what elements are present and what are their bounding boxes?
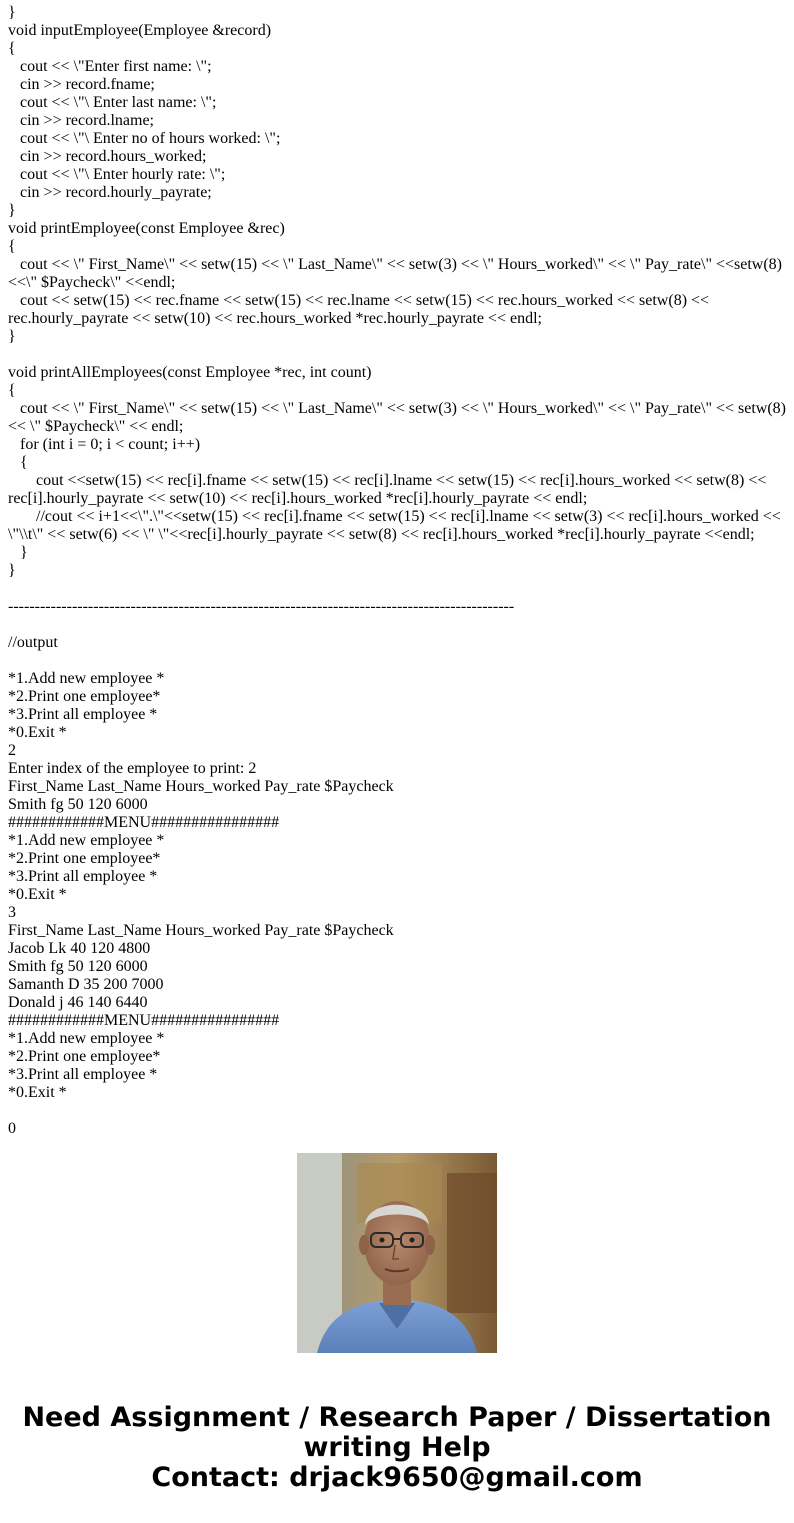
- output-line: First_Name Last_Name Hours_worked Pay_rate $Paycheck: [8, 778, 394, 795]
- code-line: void inputEmployee(Employee &record): [8, 22, 272, 39]
- code-line: cin >> record.fname;: [8, 76, 155, 93]
- code-line: [8, 616, 794, 634]
- output-line: *0.Exit *: [8, 724, 67, 741]
- output-line: Enter index of the employee to print: 2: [8, 760, 257, 777]
- output-line: 2: [8, 742, 16, 759]
- code-line: cin >> record.hourly_payrate;: [8, 184, 212, 201]
- output-line: [8, 1102, 794, 1120]
- promo-headline: Need Assignment / Research Paper / Dissertation writing Help: [22, 1402, 772, 1463]
- code-line: }: [8, 4, 16, 21]
- output-line: *3.Print all employee *: [8, 868, 158, 885]
- output-line: *1.Add new employee *: [8, 1030, 165, 1047]
- code-line: void printAllEmployees(const Employee *rec, int count): [8, 364, 372, 381]
- code-line: }: [8, 544, 28, 561]
- code-line: cout << \"\ Enter hourly rate: \";: [8, 166, 226, 183]
- code-line: //cout << i+1<<\".\"<<setw(15) << rec[i].fname << setw(15) << rec[i].lname << setw(3) << rec[i].hours_worked << \"\\t\" << setw(6) << \" \"<<rec[i].hourly_payrate << setw(8) << rec[i].hours_worked *rec[i].hourly_payrate <<endl;: [8, 508, 785, 543]
- output-line: 0: [8, 1120, 16, 1137]
- output-line: *2.Print one employee*: [8, 1048, 161, 1065]
- code-line: cin >> record.hours_worked;: [8, 148, 207, 165]
- code-line: [8, 346, 794, 364]
- output-line: ############MENU################: [8, 1012, 280, 1029]
- code-line: cout << \" First_Name\" << setw(15) << \" Last_Name\" << setw(3) << \" Hours_worked\" << \" Pay_rate\" <<setw(8) <<\" $Paycheck\" <<endl;: [8, 256, 787, 291]
- output-line: ############MENU################: [8, 814, 280, 831]
- code-line: cout << setw(15) << rec.fname << setw(15) << rec.lname << setw(15) << rec.hours_worked << setw(8) << rec.hourly_payrate << setw(10) << rec.hours_worked *rec.hourly_payrate << endl;: [8, 292, 714, 327]
- author-avatar: [297, 1153, 497, 1353]
- output-line: First_Name Last_Name Hours_worked Pay_rate $Paycheck: [8, 922, 394, 939]
- output-line: *1.Add new employee *: [8, 670, 165, 687]
- code-line: }: [8, 328, 16, 345]
- code-line: cout << \"Enter first name: \";: [8, 58, 212, 75]
- output-line: Smith fg 50 120 6000: [8, 796, 148, 813]
- code-line: [8, 652, 794, 670]
- portrait-image: [297, 1153, 497, 1353]
- output-line: *0.Exit *: [8, 1084, 67, 1101]
- code-line: }: [8, 202, 16, 219]
- code-listing: [8, 4, 794, 1137]
- separator-line: -----------------------------------------------------------------------------------------------: [8, 598, 515, 615]
- output-line: *2.Print one employee*: [8, 688, 161, 705]
- code-line: cout << \"\ Enter no of hours worked: \";: [8, 130, 281, 147]
- code-line: for (int i = 0; i < count; i++): [8, 436, 201, 453]
- output-line: Jacob Lk 40 120 4800: [8, 940, 151, 957]
- code-line: {: [8, 382, 16, 399]
- output-line: Smith fg 50 120 6000: [8, 958, 148, 975]
- code-line: void printEmployee(const Employee &rec): [8, 220, 285, 237]
- code-line: cin >> record.lname;: [8, 112, 154, 129]
- output-line: 3: [8, 904, 16, 921]
- output-line: Donald j 46 140 6440: [8, 994, 148, 1011]
- promo-contact: Contact: drjack9650@gmail.com: [151, 1462, 643, 1493]
- code-line: {: [8, 454, 28, 471]
- code-line: {: [8, 238, 16, 255]
- promo-banner: [0, 1403, 794, 1493]
- code-line: cout <<setw(15) << rec[i].fname << setw(15) << rec[i].lname << setw(15) << rec[i].hours_worked << setw(8) << rec[i].hourly_payrate << setw(10) << rec[i].hours_worked *rec[i].hourly_payrate << endl;: [8, 472, 771, 507]
- code-line: cout << \" First_Name\" << setw(15) << \" Last_Name\" << setw(3) << \" Hours_worked\" << \" Pay_rate\" << setw(8) << \" $Paycheck\" << endl;: [8, 400, 791, 435]
- output-line: *2.Print one employee*: [8, 850, 161, 867]
- output-line: Samanth D 35 200 7000: [8, 976, 164, 993]
- output-line: *0.Exit *: [8, 886, 67, 903]
- output-line: *3.Print all employee *: [8, 706, 158, 723]
- output-line: *3.Print all employee *: [8, 1066, 158, 1083]
- code-line: }: [8, 562, 16, 579]
- output-heading: //output: [8, 634, 58, 651]
- code-line: [8, 580, 794, 598]
- output-line: *1.Add new employee *: [8, 832, 165, 849]
- code-line: cout << \"\ Enter last name: \";: [8, 94, 217, 111]
- code-line: {: [8, 40, 16, 57]
